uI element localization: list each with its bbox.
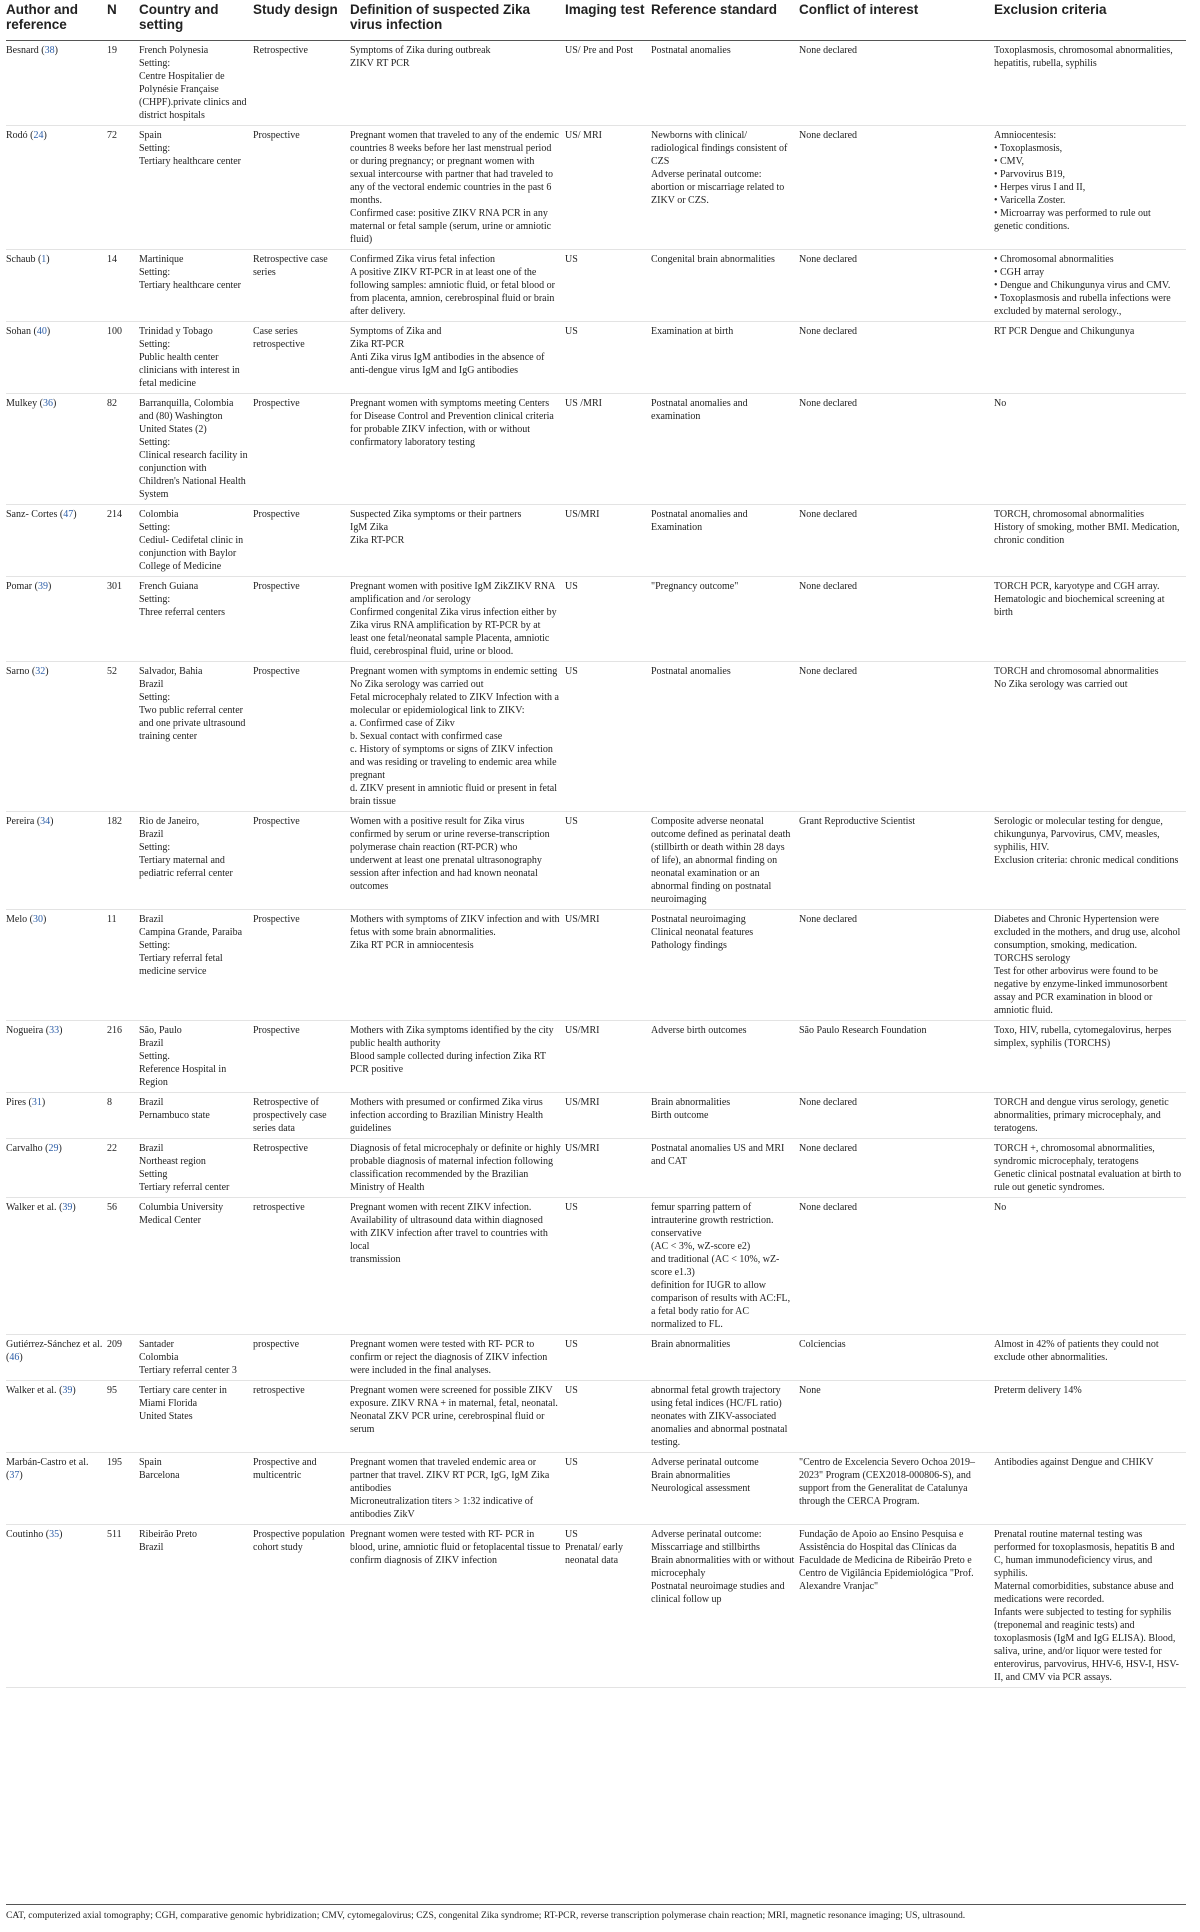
reference-cell: femur sparring pattern of intrauterine growth restriction. conservative (AC < 3%, wZ-score e2) and traditional (AC < 10%, wZ-score e1.3) definition for IUGR to allow comparison of results with AC:FL, a fetal body ratio for AC normalized to FL. [651,1198,799,1335]
table-row [6,505,1186,577]
imaging-cell: US [565,1335,651,1381]
imaging-cell: US/MRI [565,1093,651,1139]
author-cell: Coutinho (35) [6,1525,107,1688]
definition-cell: Suspected Zika symptoms or their partners IgM Zika Zika RT-PCR [350,505,565,577]
table-row [6,126,1186,250]
conflict-cell: None declared [799,1093,994,1139]
reference-cell: Postnatal anomalies [651,41,799,126]
author-cell: Pomar (39) [6,577,107,662]
reference-link[interactable]: 35 [49,1529,60,1540]
design-cell: prospective [253,1335,350,1381]
conflict-cell: None declared [799,662,994,812]
design-cell: Retrospective [253,41,350,126]
design-cell: Retrospective [253,1139,350,1198]
setting-cell: Martinique Setting: Tertiary healthcare center [139,250,253,322]
setting-cell: Columbia University Medical Center [139,1198,253,1335]
header-row [6,0,1186,41]
studies-table [6,0,1186,1688]
author-name: Melo [6,914,28,925]
exclusion-cell: Diabetes and Chronic Hypertension were excluded in the mothers, and drug use, alcohol consumption, smoking, medication. TORCHS serology Test for other arbovirus were found to be negative by enzyme-linked immunosorbent assay and PCR examination in blood or amniotic fluid. [994,910,1186,1021]
header-reference-standard: Reference standard [651,0,799,41]
design-cell: Prospective [253,910,350,1021]
reference-link[interactable]: 39 [62,1202,73,1213]
author-name: Pereira [6,816,35,827]
header-author: Author and reference [6,0,107,41]
table-row [6,662,1186,812]
n-cell: 182 [107,812,139,910]
reference-cell: Composite adverse neonatal outcome defined as perinatal death (stillbirth or death within 28 days of life), an abnormal finding on neonatal examination or an abnormal finding on postnatal neuroimaging [651,812,799,910]
reference-cell: Adverse perinatal outcome Brain abnormalities Neurological assessment [651,1453,799,1525]
author-cell: Walker et al. (39) [6,1381,107,1453]
design-cell: Prospective population cohort study [253,1525,350,1688]
reference-cell: Postnatal anomalies US and MRI and CAT [651,1139,799,1198]
n-cell: 56 [107,1198,139,1335]
exclusion-cell: Toxoplasmosis, chromosomal abnormalities, hepatitis, rubella, syphilis [994,41,1186,126]
setting-cell: Brazil Northeast region Setting Tertiary referral center [139,1139,253,1198]
imaging-cell: US [565,322,651,394]
author-cell: Sanz- Cortes (47) [6,505,107,577]
exclusion-cell: No [994,1198,1186,1335]
conflict-cell: Fundação de Apoio ao Ensino Pesquisa e Assistência do Hospital das Clínicas da Faculdade de Medicina de Ribeirão Preto e Centro de Vigilância Epidemiológica "Prof. Alexandre Vranjac" [799,1525,994,1688]
n-cell: 22 [107,1139,139,1198]
conflict-cell: None declared [799,394,994,505]
design-cell: Retrospective of prospectively case series data [253,1093,350,1139]
table-row [6,1381,1186,1453]
author-cell: Pereira (34) [6,812,107,910]
exclusion-cell: Amniocentesis: • Toxoplasmosis, • CMV, • Parvovirus B19, • Herpes virus I and II, • Varicella Zoster. • Microarray was performed to rule out genetic conditions. [994,126,1186,250]
author-name: Coutinho [6,1529,44,1540]
author-cell: Rodó (24) [6,126,107,250]
exclusion-cell: RT PCR Dengue and Chikungunya [994,322,1186,394]
definition-cell: Women with a positive result for Zika virus confirmed by serum or urine reverse-transcription polymerase chain reaction (RT-PCR) who underwent at least one prenatal ultrasonography session after infection and had known neonatal outcomes [350,812,565,910]
table-row [6,577,1186,662]
author-name: Mulkey [6,398,38,409]
imaging-cell: US/ Pre and Post [565,41,651,126]
author-cell: Pires (31) [6,1093,107,1139]
reference-link[interactable]: 33 [49,1025,60,1036]
conflict-cell: None declared [799,126,994,250]
reference-cell: Congenital brain abnormalities [651,250,799,322]
header-conflict: Conflict of interest [799,0,994,41]
setting-cell: Santader Colombia Tertiary referral center 3 [139,1335,253,1381]
table-row [6,1525,1186,1688]
author-name: Sohan [6,326,31,337]
definition-cell: Pregnant women that traveled to any of the endemic countries 8 weeks before her last menstrual period or during pregnancy; or pregnant women with sexual intercourse with partner that had traveled to any of the vectoral endemic countries in the past 6 months. Confirmed case: positive ZIKV RNA PCR in any maternal or fetal sample (serum, urine or amniotic fluid) [350,126,565,250]
definition-cell: Confirmed Zika virus fetal infection A positive ZIKV RT-PCR in at least one of the following samples: amniotic fluid, or fetal blood or from placenta, amnion, cerebrospinal fluid or brain after delivery. [350,250,565,322]
exclusion-cell: TORCH +, chromosomal abnormalities, syndromic microcephaly, teratogens Genetic clinical postnatal evaluation at birth to rule out genetic syndromes. [994,1139,1186,1198]
imaging-cell: US/MRI [565,910,651,1021]
table-footnote: CAT, computerized axial tomography; CGH, comparative genomic hybridization; CMV, cytomegalovirus; CZS, congenital Zika syndrome; RT-PCR, reverse transcription polymerase chain reaction; MRI, magnetic resonance imaging; US, ultrasound. [6,1904,1186,1922]
design-cell: Prospective [253,394,350,505]
n-cell: 82 [107,394,139,505]
table-row [6,1139,1186,1198]
reference-cell: Postnatal anomalies and Examination [651,505,799,577]
n-cell: 19 [107,41,139,126]
author-name: Rodó [6,130,28,141]
reference-link[interactable]: 46 [9,1352,20,1363]
conflict-cell: None declared [799,41,994,126]
author-name: Besnard [6,45,39,56]
author-name: Pires [6,1097,26,1108]
reference-cell: "Pregnancy outcome" [651,577,799,662]
setting-cell: Brazil Pernambuco state [139,1093,253,1139]
header-exclusion: Exclusion criteria [994,0,1186,41]
definition-cell: Diagnosis of fetal microcephaly or definite or highly probable diagnosis of maternal infection following classification recommended by the Brazilian Ministry of Health [350,1139,565,1198]
setting-cell: Ribeirão Preto Brazil [139,1525,253,1688]
definition-cell: Pregnant women that traveled endemic area or partner that travel. ZIKV RT PCR, IgG, IgM Zika antibodies Microneutralization titers > 1:32 indicative of antibodies ZikV [350,1453,565,1525]
author-name: Nogueira [6,1025,44,1036]
definition-cell: Pregnant women were tested with RT- PCR in blood, urine, amniotic fluid or fetoplacental tissue to confirm diagnosis of ZIKV infection [350,1525,565,1688]
design-cell: Prospective [253,662,350,812]
table-header [6,0,1186,41]
conflict-cell: None [799,1381,994,1453]
imaging-cell: US [565,577,651,662]
conflict-cell: "Centro de Excelencia Severo Ochoa 2019–2023" Program (CEX2018-000806-S), and support from the Generalitat de Catalunya through the CERCA Program. [799,1453,994,1525]
imaging-cell: US/MRI [565,1139,651,1198]
reference-cell: Postnatal anomalies and examination [651,394,799,505]
design-cell: Prospective [253,1021,350,1093]
author-name: Schaub [6,254,36,265]
setting-cell: Colombia Setting: Cediul- Cedifetal clinic in conjunction with Baylor College of Medicine [139,505,253,577]
definition-cell: Pregnant women with positive IgM ZikZIKV RNA amplification and /or serology Confirmed congenital Zika virus infection either by Zika virus RNA amplification by RT-PCR by at least one fetal/neonatal sample Placenta, amniotic fluid, cerebrospinal fluid, urine or blood. [350,577,565,662]
reference-cell: Adverse perinatal outcome: Misscarriage and stillbirths Brain abnormalities with or without microcephaly Postnatal neuroimage studies and clinical follow up [651,1525,799,1688]
design-cell: Case series retrospective [253,322,350,394]
n-cell: 100 [107,322,139,394]
n-cell: 14 [107,250,139,322]
author-cell: Walker et al. (39) [6,1198,107,1335]
table-row [6,322,1186,394]
reference-link[interactable]: 24 [33,130,44,141]
definition-cell: Pregnant women were tested with RT- PCR to confirm or reject the diagnosis of ZIKV infection were included in the final analyses. [350,1335,565,1381]
reference-link[interactable]: 32 [35,666,46,677]
conflict-cell: São Paulo Research Foundation [799,1021,994,1093]
imaging-cell: US [565,250,651,322]
table-row [6,1093,1186,1139]
reference-link[interactable]: 36 [42,398,53,409]
design-cell: retrospective [253,1198,350,1335]
design-cell: Prospective [253,126,350,250]
exclusion-cell: Almost in 42% of patients they could not exclude other abnormalities. [994,1335,1186,1381]
n-cell: 214 [107,505,139,577]
definition-cell: Pregnant women with symptoms in endemic setting No Zika serology was carried out Fetal microcephaly related to ZIKV Infection with a molecular or epidemiological link to ZIKV: a. Confirmed case of Zikv b. Sexual contact with confirmed case c. History of symptoms or signs of ZIKV infection and was residing or traveling to endemic area while pregnant d. ZIKV present in amniotic fluid or present in fetal brain tissue [350,662,565,812]
exclusion-cell: TORCH and chromosomal abnormalities No Zika serology was carried out [994,662,1186,812]
author-name: Walker et al. [6,1385,57,1396]
header-country: Country and setting [139,0,253,41]
imaging-cell: US [565,812,651,910]
reference-link[interactable]: 29 [48,1143,59,1154]
n-cell: 11 [107,910,139,1021]
setting-cell: Rio de Janeiro, Brazil Setting: Tertiary maternal and pediatric referral center [139,812,253,910]
table-row [6,1335,1186,1381]
author-cell: Melo (30) [6,910,107,1021]
design-cell: Prospective [253,577,350,662]
setting-cell: French Polynesia Setting: Centre Hospitalier de Polynésie Française (CHPF).private clinics and district hospitals [139,41,253,126]
imaging-cell: US/MRI [565,1021,651,1093]
author-cell: Marbán-Castro et al. (37) [6,1453,107,1525]
exclusion-cell: No [994,394,1186,505]
table-row [6,1453,1186,1525]
table-row [6,1198,1186,1335]
conflict-cell: None declared [799,250,994,322]
reference-link[interactable]: 31 [31,1097,42,1108]
author-name: Pomar [6,581,33,592]
author-cell: Gutiérrez-Sánchez et al. (46) [6,1335,107,1381]
imaging-cell: US [565,1453,651,1525]
conflict-cell: Grant Reproductive Scientist [799,812,994,910]
author-name: Marbán-Castro et al. [6,1457,89,1468]
setting-cell: Salvador, Bahia Brazil Setting: Two public referral center and one private ultrasound training center [139,662,253,812]
n-cell: 95 [107,1381,139,1453]
reference-link[interactable]: 47 [63,509,74,520]
table-row [6,250,1186,322]
reference-link[interactable]: 30 [32,914,43,925]
exclusion-cell: • Chromosomal abnormalities • CGH array • Dengue and Chikungunya virus and CMV. • Toxoplasmosis and rubella infections were excluded by maternal serology., [994,250,1186,322]
n-cell: 301 [107,577,139,662]
setting-cell: French Guiana Setting: Three referral centers [139,577,253,662]
table-row [6,812,1186,910]
n-cell: 209 [107,1335,139,1381]
design-cell: Retrospective case series [253,250,350,322]
definition-cell: Mothers with Zika symptoms identified by the city public health authority Blood sample collected during infection Zika RT PCR positive [350,1021,565,1093]
conflict-cell: None declared [799,577,994,662]
author-cell: Besnard (38) [6,41,107,126]
conflict-cell: None declared [799,1198,994,1335]
setting-cell: Spain Setting: Tertiary healthcare center [139,126,253,250]
n-cell: 52 [107,662,139,812]
imaging-cell: US [565,1381,651,1453]
definition-cell: Symptoms of Zika during outbreak ZIKV RT PCR [350,41,565,126]
reference-cell: Brain abnormalities Birth outcome [651,1093,799,1139]
definition-cell: Pregnant women with symptoms meeting Centers for Disease Control and Prevention clinical criteria for probable ZIKV infection, with or without confirmatory laboratory testing [350,394,565,505]
reference-cell: Postnatal neuroimaging Clinical neonatal features Pathology findings [651,910,799,1021]
setting-cell: Barranquilla, Colombia and (80) Washington United States (2) Setting: Clinical research facility in conjunction with Children's National Health System [139,394,253,505]
design-cell: retrospective [253,1381,350,1453]
reference-cell: Adverse birth outcomes [651,1021,799,1093]
exclusion-cell: TORCH PCR, karyotype and CGH array. Hematologic and biochemical screening at birth [994,577,1186,662]
design-cell: Prospective [253,812,350,910]
header-n: N [107,0,139,41]
table-row [6,41,1186,126]
n-cell: 8 [107,1093,139,1139]
reference-link[interactable]: 38 [44,45,55,56]
definition-cell: Mothers with symptoms of ZIKV infection and with fetus with some brain abnormalities. Zika RT PCR in amniocentesis [350,910,565,1021]
header-design: Study design [253,0,350,41]
setting-cell: Tertiary care center in Miami Florida United States [139,1381,253,1453]
reference-link[interactable]: 39 [62,1385,73,1396]
table-row [6,1021,1186,1093]
imaging-cell: US Prenatal/ early neonatal data [565,1525,651,1688]
exclusion-cell: TORCH and dengue virus serology, genetic abnormalities, primary microcephaly, and teratogens. [994,1093,1186,1139]
design-cell: Prospective [253,505,350,577]
imaging-cell: US/MRI [565,505,651,577]
table-row [6,394,1186,505]
design-cell: Prospective and multicentric [253,1453,350,1525]
n-cell: 195 [107,1453,139,1525]
setting-cell: Spain Barcelona [139,1453,253,1525]
exclusion-cell: Antibodies against Dengue and CHIKV [994,1453,1186,1525]
conflict-cell: None declared [799,322,994,394]
definition-cell: Pregnant women were screened for possible ZIKV exposure. ZIKV RNA + in maternal, fetal, neonatal. Neonatal ZKV PCR urine, cerebrospinal fluid or serum [350,1381,565,1453]
n-cell: 511 [107,1525,139,1688]
author-cell: Mulkey (36) [6,394,107,505]
reference-link[interactable]: 1 [41,254,47,265]
author-name: Sarno [6,666,30,677]
reference-cell: Examination at birth [651,322,799,394]
author-cell: Nogueira (33) [6,1021,107,1093]
reference-cell: abnormal fetal growth trajectory using fetal indices (HC/FL ratio) neonates with ZIKV-associated anomalies and abnormal postnatal testing. [651,1381,799,1453]
n-cell: 72 [107,126,139,250]
author-cell: Schaub (1) [6,250,107,322]
reference-cell: Brain abnormalities [651,1335,799,1381]
exclusion-cell: Prenatal routine maternal testing was performed for toxoplasmosis, hepatitis B and C, human immunodeficiency virus, and syphilis. Maternal comorbidities, substance abuse and medications were recorded. Infants were subjected to testing for syphilis (treponemal and reaginic tests) and toxoplasmosis (IgM and IgG ELISA). Blood, saliva, urine, and/or liquor were tested for enterovirus, parvovirus, HHV-6, HSV-I, HSV-II, and CMV via PCR assays. [994,1525,1186,1688]
exclusion-cell: Preterm delivery 14% [994,1381,1186,1453]
conflict-cell: None declared [799,1139,994,1198]
exclusion-cell: TORCH, chromosomal abnormalities History of smoking, mother BMI. Medication, chronic condition [994,505,1186,577]
imaging-cell: US [565,662,651,812]
table-body [6,41,1186,1688]
author-name: Carvalho [6,1143,43,1154]
reference-link[interactable]: 37 [9,1470,20,1481]
conflict-cell: None declared [799,505,994,577]
header-definition: Definition of suspected Zika virus infection [350,0,565,41]
author-name: Walker et al. [6,1202,57,1213]
definition-cell: Mothers with presumed or confirmed Zika virus infection according to Brazilian Ministry Health guidelines [350,1093,565,1139]
author-cell: Sohan (40) [6,322,107,394]
definition-cell: Symptoms of Zika and Zika RT-PCR Anti Zika virus IgM antibodies in the absence of anti-dengue virus IgM and IgG antibodies [350,322,565,394]
reference-cell: Newborns with clinical/ radiological findings consistent of CZS Adverse perinatal outcome: abortion or miscarriage related to ZIKV or CZS. [651,126,799,250]
n-cell: 216 [107,1021,139,1093]
reference-link[interactable]: 39 [37,581,48,592]
author-cell: Carvalho (29) [6,1139,107,1198]
imaging-cell: US [565,1198,651,1335]
definition-cell: Pregnant women with recent ZIKV infection. Availability of ultrasound data within diagnosed with ZIKV infection after travel to countries with local transmission [350,1198,565,1335]
author-name: Sanz- Cortes [6,509,58,520]
conflict-cell: None declared [799,910,994,1021]
header-imaging: Imaging test [565,0,651,41]
exclusion-cell: Toxo, HIV, rubella, cytomegalovirus, herpes simplex, syphilis (TORCHS) [994,1021,1186,1093]
setting-cell: Trinidad y Tobago Setting: Public health center clinicians with interest in fetal medicine [139,322,253,394]
author-name: Gutiérrez-Sánchez et al. [6,1339,103,1350]
author-cell: Sarno (32) [6,662,107,812]
reference-link[interactable]: 40 [36,326,47,337]
reference-cell: Postnatal anomalies [651,662,799,812]
imaging-cell: US/ MRI [565,126,651,250]
reference-link[interactable]: 34 [40,816,51,827]
conflict-cell: Colciencias [799,1335,994,1381]
setting-cell: Brazil Campina Grande, Paraiba Setting: Tertiary referral fetal medicine service [139,910,253,1021]
table-row [6,910,1186,1021]
imaging-cell: US /MRI [565,394,651,505]
setting-cell: São, Paulo Brazil Setting. Reference Hospital in Region [139,1021,253,1093]
exclusion-cell: Serologic or molecular testing for dengue, chikungunya, Parvovirus, CMV, measles, syphilis, HIV. Exclusion criteria: chronic medical conditions [994,812,1186,910]
